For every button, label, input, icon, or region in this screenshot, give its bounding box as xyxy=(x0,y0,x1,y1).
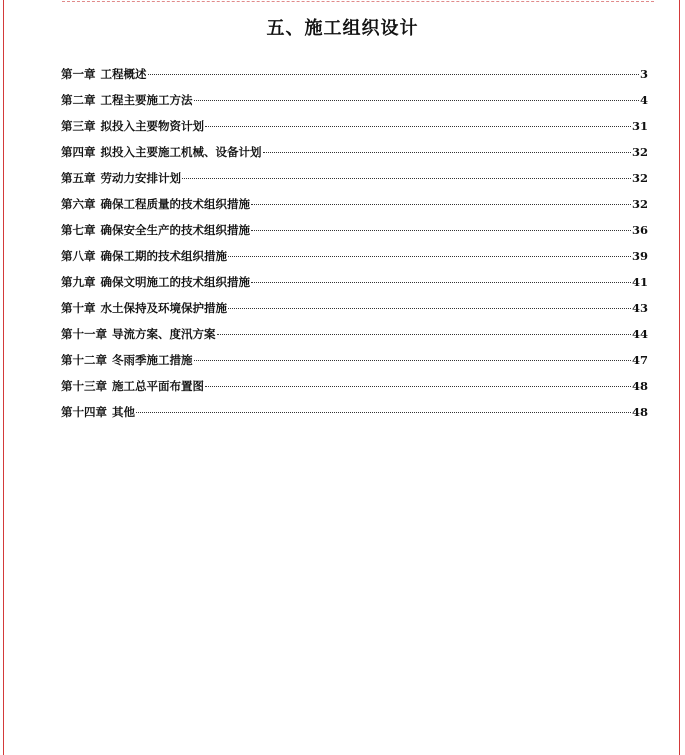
toc-heading: 确保工期的技术组织措施 xyxy=(100,249,227,263)
toc-page-number: 43 xyxy=(631,301,648,315)
toc-chapter-number: 第十一章 xyxy=(61,327,107,341)
toc-dot-leader xyxy=(217,334,631,335)
toc-page-number: 31 xyxy=(631,119,648,133)
toc-heading: 其他 xyxy=(112,405,135,419)
toc-chapter-number: 第十四章 xyxy=(61,405,107,419)
toc-dot-leader xyxy=(182,178,631,179)
toc-chapter-number: 第一章 xyxy=(61,67,96,81)
toc-dot-leader xyxy=(251,230,631,231)
page-top-margin-line xyxy=(62,1,654,2)
toc-chapter-number: 第九章 xyxy=(61,275,96,289)
toc-dot-leader xyxy=(228,256,631,257)
toc-page-number: 39 xyxy=(631,249,648,263)
toc-heading: 确保工程质量的技术组织措施 xyxy=(100,197,250,211)
document-title: 五、施工组织设计 xyxy=(266,18,419,39)
table-of-contents xyxy=(61,66,648,430)
toc-dot-leader xyxy=(251,282,631,283)
toc-entry[interactable] xyxy=(61,248,648,274)
toc-chapter-number: 第十二章 xyxy=(61,353,107,367)
toc-heading: 冬雨季施工措施 xyxy=(112,353,193,367)
toc-entry[interactable] xyxy=(61,352,648,378)
toc-chapter-number: 第二章 xyxy=(61,93,96,107)
toc-entry[interactable] xyxy=(61,326,648,352)
toc-heading: 确保安全生产的技术组织措施 xyxy=(100,223,250,237)
toc-page-number: 32 xyxy=(631,197,648,211)
toc-heading: 施工总平面布置图 xyxy=(112,379,204,393)
toc-page-number: 48 xyxy=(631,379,648,393)
page-left-border xyxy=(3,0,4,755)
toc-dot-leader xyxy=(136,412,631,413)
toc-dot-leader xyxy=(228,308,631,309)
toc-entry[interactable] xyxy=(61,66,648,92)
toc-page-number: 32 xyxy=(631,145,648,159)
toc-page-number: 4 xyxy=(639,93,648,107)
toc-chapter-number: 第五章 xyxy=(61,171,96,185)
toc-page-number: 44 xyxy=(631,327,648,341)
toc-entry[interactable] xyxy=(61,222,648,248)
toc-entry[interactable] xyxy=(61,378,648,404)
toc-chapter-number: 第三章 xyxy=(61,119,96,133)
toc-heading: 确保文明施工的技术组织措施 xyxy=(100,275,250,289)
toc-heading: 拟投入主要物资计划 xyxy=(100,119,204,133)
toc-chapter-number: 第十章 xyxy=(61,301,96,315)
toc-page-number: 32 xyxy=(631,171,648,185)
toc-entry[interactable] xyxy=(61,170,648,196)
toc-entry[interactable] xyxy=(61,274,648,300)
toc-entry[interactable] xyxy=(61,144,648,170)
toc-dot-leader xyxy=(194,100,639,101)
toc-heading: 水土保持及环境保护措施 xyxy=(100,301,227,315)
page-right-border xyxy=(679,0,680,755)
toc-dot-leader xyxy=(251,204,631,205)
toc-dot-leader xyxy=(194,360,631,361)
toc-dot-leader xyxy=(205,386,631,387)
toc-entry[interactable] xyxy=(61,92,648,118)
toc-page-number: 3 xyxy=(639,67,648,81)
toc-page-number: 48 xyxy=(631,405,648,419)
toc-page-number: 41 xyxy=(631,275,648,289)
toc-entry[interactable] xyxy=(61,300,648,326)
toc-entry[interactable] xyxy=(61,404,648,430)
toc-page-number: 47 xyxy=(631,353,648,367)
toc-dot-leader xyxy=(263,152,631,153)
toc-entry[interactable] xyxy=(61,196,648,222)
toc-chapter-number: 第六章 xyxy=(61,197,96,211)
toc-heading: 劳动力安排计划 xyxy=(100,171,181,185)
toc-heading: 拟投入主要施工机械、设备计划 xyxy=(100,145,262,159)
toc-chapter-number: 第八章 xyxy=(61,249,96,263)
toc-chapter-number: 第七章 xyxy=(61,223,96,237)
toc-page-number: 36 xyxy=(631,223,648,237)
toc-chapter-number: 第四章 xyxy=(61,145,96,159)
toc-chapter-number: 第十三章 xyxy=(61,379,107,393)
toc-heading: 导流方案、度汛方案 xyxy=(112,327,216,341)
toc-dot-leader xyxy=(205,126,631,127)
toc-dot-leader xyxy=(148,74,639,75)
toc-heading: 工程概述 xyxy=(100,67,147,81)
toc-heading: 工程主要施工方法 xyxy=(100,93,193,107)
toc-entry[interactable] xyxy=(61,118,648,144)
